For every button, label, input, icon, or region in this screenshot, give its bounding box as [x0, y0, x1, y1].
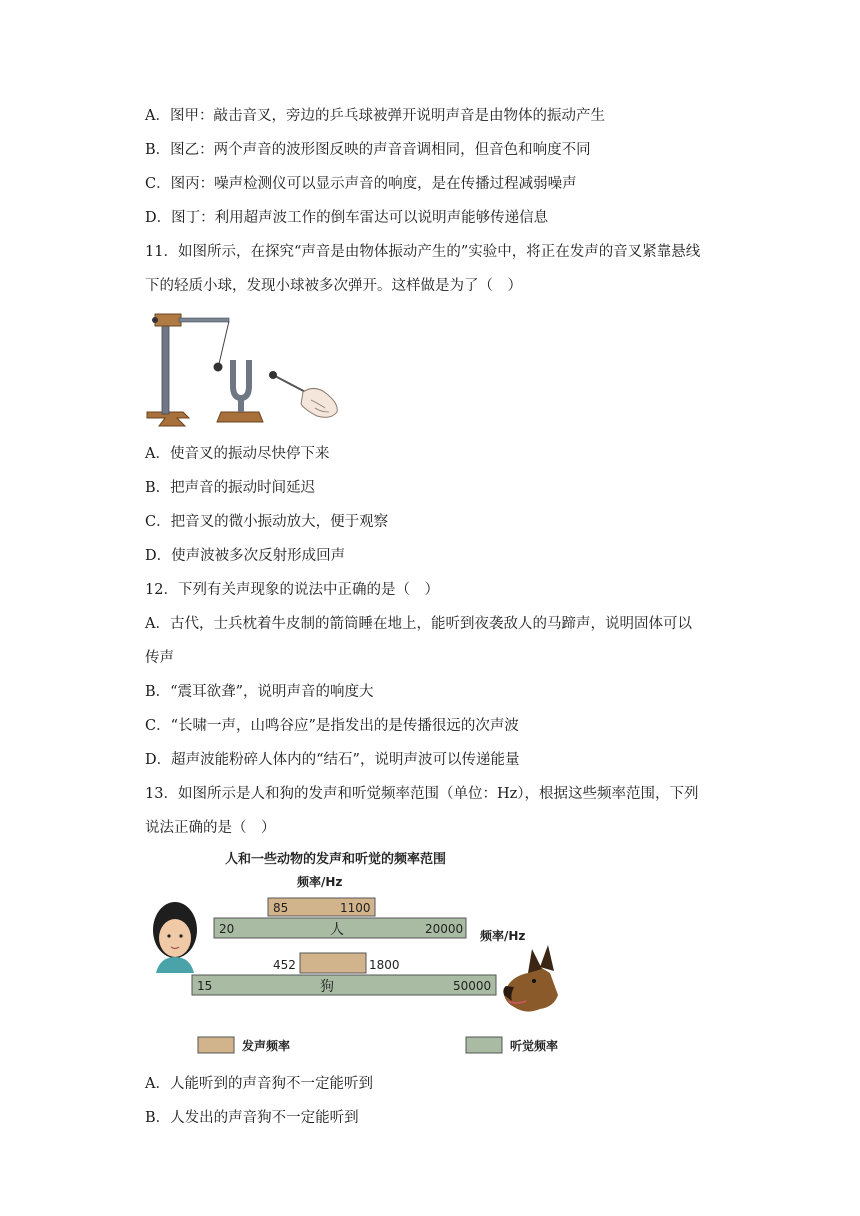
dog-avatar — [503, 945, 558, 1012]
q12-option-a-line2: 传声 — [145, 650, 174, 666]
light-ball — [214, 363, 223, 372]
q10-option-c: C．图丙：噪声检测仪可以显示声音的响度，是在传播过程减弱噪声 — [145, 176, 577, 192]
q10-option-d: D．图丁：利用超声波工作的倒车雷达可以说明声能够传递信息 — [145, 210, 549, 226]
human-voice-min: 85 — [273, 901, 289, 915]
legend-voice-swatch — [198, 1037, 234, 1053]
q12-option-a-line1: A．古代，士兵枕着牛皮制的箭筒睡在地上，能听到夜袭敌人的马蹄声，说明固体可以 — [145, 616, 692, 632]
q12-stem: 12．下列有关声现象的说法中正确的是（ ） — [145, 582, 439, 598]
q11-option-a: A．使音叉的振动尽快停下来 — [145, 446, 330, 462]
human-hearing-min: 20 — [219, 922, 235, 936]
q11-option-b: B．把声音的振动时间延迟 — [145, 480, 316, 496]
dog-hearing-max: 50000 — [453, 979, 492, 993]
human-avatar — [153, 902, 197, 973]
fork-base — [217, 412, 263, 422]
q13-option-a: A．人能听到的声音狗不一定能听到 — [145, 1076, 373, 1092]
tuning-fork-figure — [145, 308, 345, 432]
q12-option-d: D．超声波能粉碎人体内的“结石”，说明声波可以传递能量 — [145, 752, 520, 768]
human-label: 人 — [330, 922, 344, 938]
figure-title: 人和一些动物的发声和听觉的频率范围 — [225, 852, 447, 867]
dog-hearing-bar — [192, 975, 496, 995]
q13-stem-line1: 13．如图所示是人和狗的发声和听觉频率范围（单位：Hz），根据这些频率范围，下列 — [145, 786, 699, 802]
q11-stem-line1: 11．如图所示，在探究“声音是由物体振动产生的”实验中，将正在发声的音叉紧靠悬线 — [145, 244, 701, 260]
legend-hearing-swatch — [466, 1037, 502, 1053]
dog-hearing-min: 15 — [197, 979, 213, 993]
human-voice-max: 1100 — [340, 901, 371, 915]
unit-top: 频率/Hz — [297, 875, 343, 889]
q11-stem-line2: 下的轻质小球，发现小球被多次弹开。这样做是为了（ ） — [145, 278, 522, 294]
frequency-range-figure — [140, 845, 580, 1060]
legend-voice-label: 发声频率 — [242, 1039, 291, 1053]
dog-voice-min: 452 — [273, 958, 296, 972]
q12-option-c: C．“长啸一声，山鸣谷应”是指发出的是传播很远的次声波 — [145, 718, 519, 734]
q11-option-c: C．把音叉的微小振动放大，便于观察 — [145, 514, 389, 530]
q13-option-b: B．人发出的声音狗不一定能听到 — [145, 1110, 359, 1126]
q10-option-b: B．图乙：两个声音的波形图反映的声音音调相同，但音色和响度不同 — [145, 142, 591, 158]
hand — [301, 388, 337, 417]
stand-clamp — [155, 314, 181, 326]
legend-hearing-label: 听觉频率 — [510, 1039, 559, 1053]
q12-option-b: B．“震耳欲聋”，说明声音的响度大 — [145, 684, 374, 700]
q13-stem-line2: 说法正确的是（ ） — [145, 820, 276, 836]
q10-option-a: A．图甲：敲击音叉，旁边的乒乓球被弹开说明声音是由物体的振动产生 — [145, 108, 605, 124]
q11-option-d: D．使声波被多次反射形成回声 — [145, 548, 346, 564]
dog-voice-bar — [300, 953, 366, 973]
stand-pole — [162, 320, 169, 414]
dog-voice-max: 1800 — [369, 958, 400, 972]
stand-arm — [179, 318, 229, 322]
suspension-string — [219, 321, 229, 364]
human-hearing-max: 20000 — [425, 922, 464, 936]
unit-right: 频率/Hz — [480, 929, 526, 943]
tuning-fork — [233, 360, 249, 398]
dog-label: 狗 — [320, 979, 334, 995]
